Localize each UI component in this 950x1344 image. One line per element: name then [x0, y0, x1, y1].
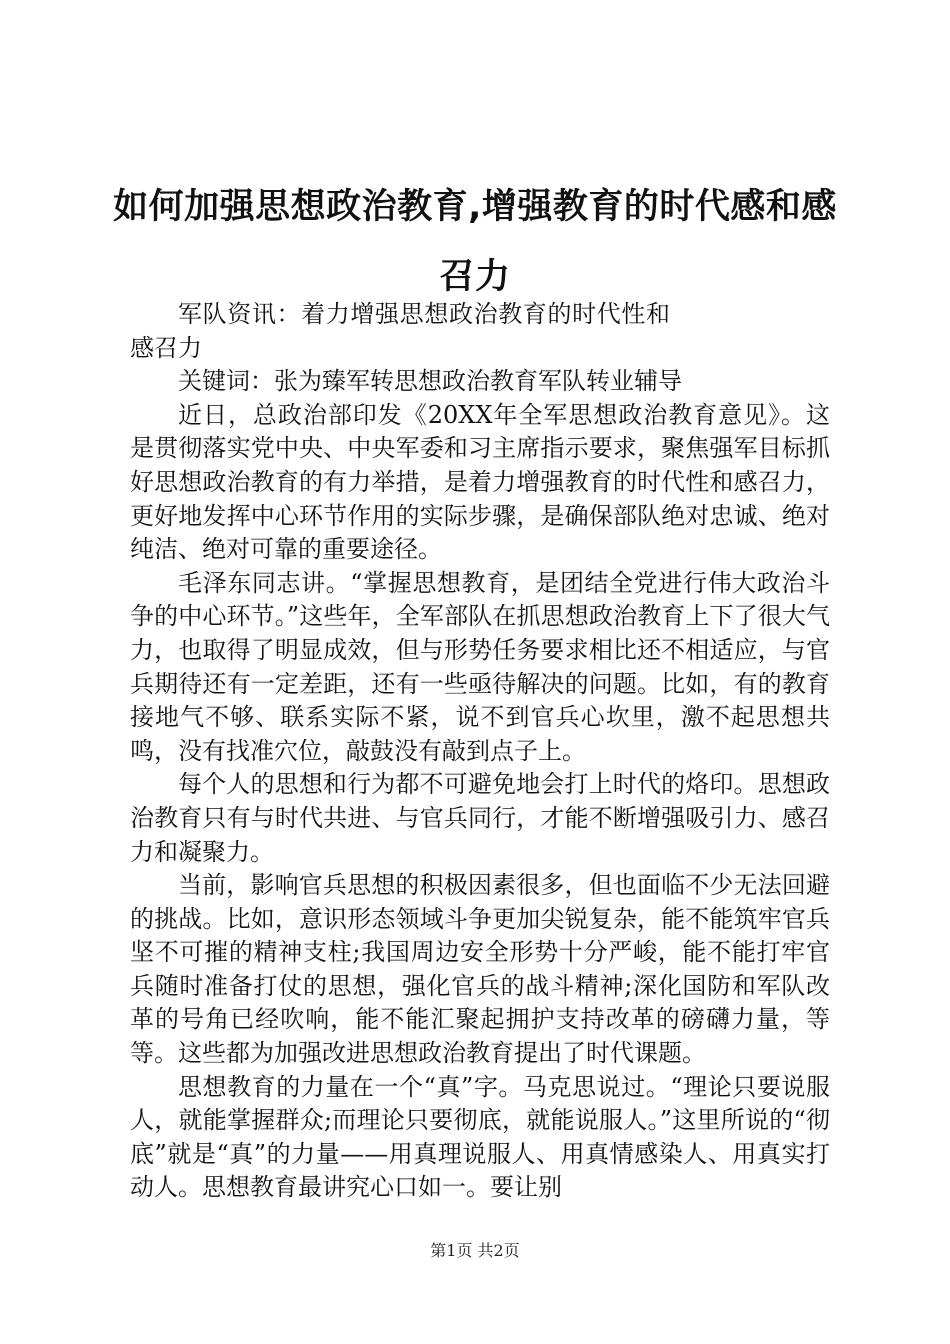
document-body — [130, 298, 830, 1205]
paragraph-1: 近日，总政治部印发《20XX年全军思想政治教育意见》。这是贯彻落实党中央、中央军委和习主席指示要求，聚焦强军目标抓好思想政治教育的有力举措，是着力增强教育的时代性和感召力，更好地发挥中心环节作用的实际步骤，是确保部队绝对忠诚、绝对纯洁、绝对可靠的重要途径。 — [130, 400, 830, 564]
document-title: 如何加强思想政治教育,增强教育的时代感和感召力 — [113, 187, 837, 297]
paragraph-news-source: 军队资讯：着力增强思想政治教育的时代性和感召力 — [130, 300, 670, 362]
page-footer: 第1页 共2页 — [430, 1241, 520, 1260]
paragraph-2: 毛泽东同志讲。“掌握思想教育，是团结全党进行伟大政治斗争的中心环节。”这些年，全军部队在抓思想政治教育上下了很大气力，也取得了明显成效，但与形势任务要求相比还不相适应，与官兵期待还有一定差距，还有一些亟待解决的问题。比如，有的教育接地气不够、联系实际不紧，说不到官兵心坎里，激不起思想共鸣，没有找准穴位，敲鼓没有敲到点子上。 — [130, 568, 830, 765]
paragraph-3: 每个人的思想和行为都不可避免地会打上时代的烙印。思想政治教育只有与时代共进、与官兵同行，才能不断增强吸引力、感召力和凝聚力。 — [130, 770, 830, 866]
paragraph-5: 思想教育的力量在一个“真”字。马克思说过。“理论只要说服人，就能掌握群众;而理论只要彻底，就能说服人。”这里所说的“彻底”就是“真”的力量——用真理说服人、用真情感染人、用真实打动人。思想教育最讲究心口如一。要让别 — [130, 1072, 830, 1202]
paragraph-4: 当前，影响官兵思想的积极因素很多，但也面临不少无法回避的挑战。比如，意识形态领域斗争更加尖锐复杂，能不能筑牢官兵坚不可摧的精神支柱;我国周边安全形势十分严峻，能不能打牢官兵随时准备打仗的思想，强化官兵的战斗精神;深化国防和军队改革的号角已经吹响，能不能汇聚起拥护支持改革的磅礴力量，等等。这些都为加强改进思想政治教育提出了时代课题。 — [130, 871, 830, 1068]
paragraph-keywords: 关键词：张为臻军转思想政治教育军队转业辅导 — [178, 367, 682, 396]
